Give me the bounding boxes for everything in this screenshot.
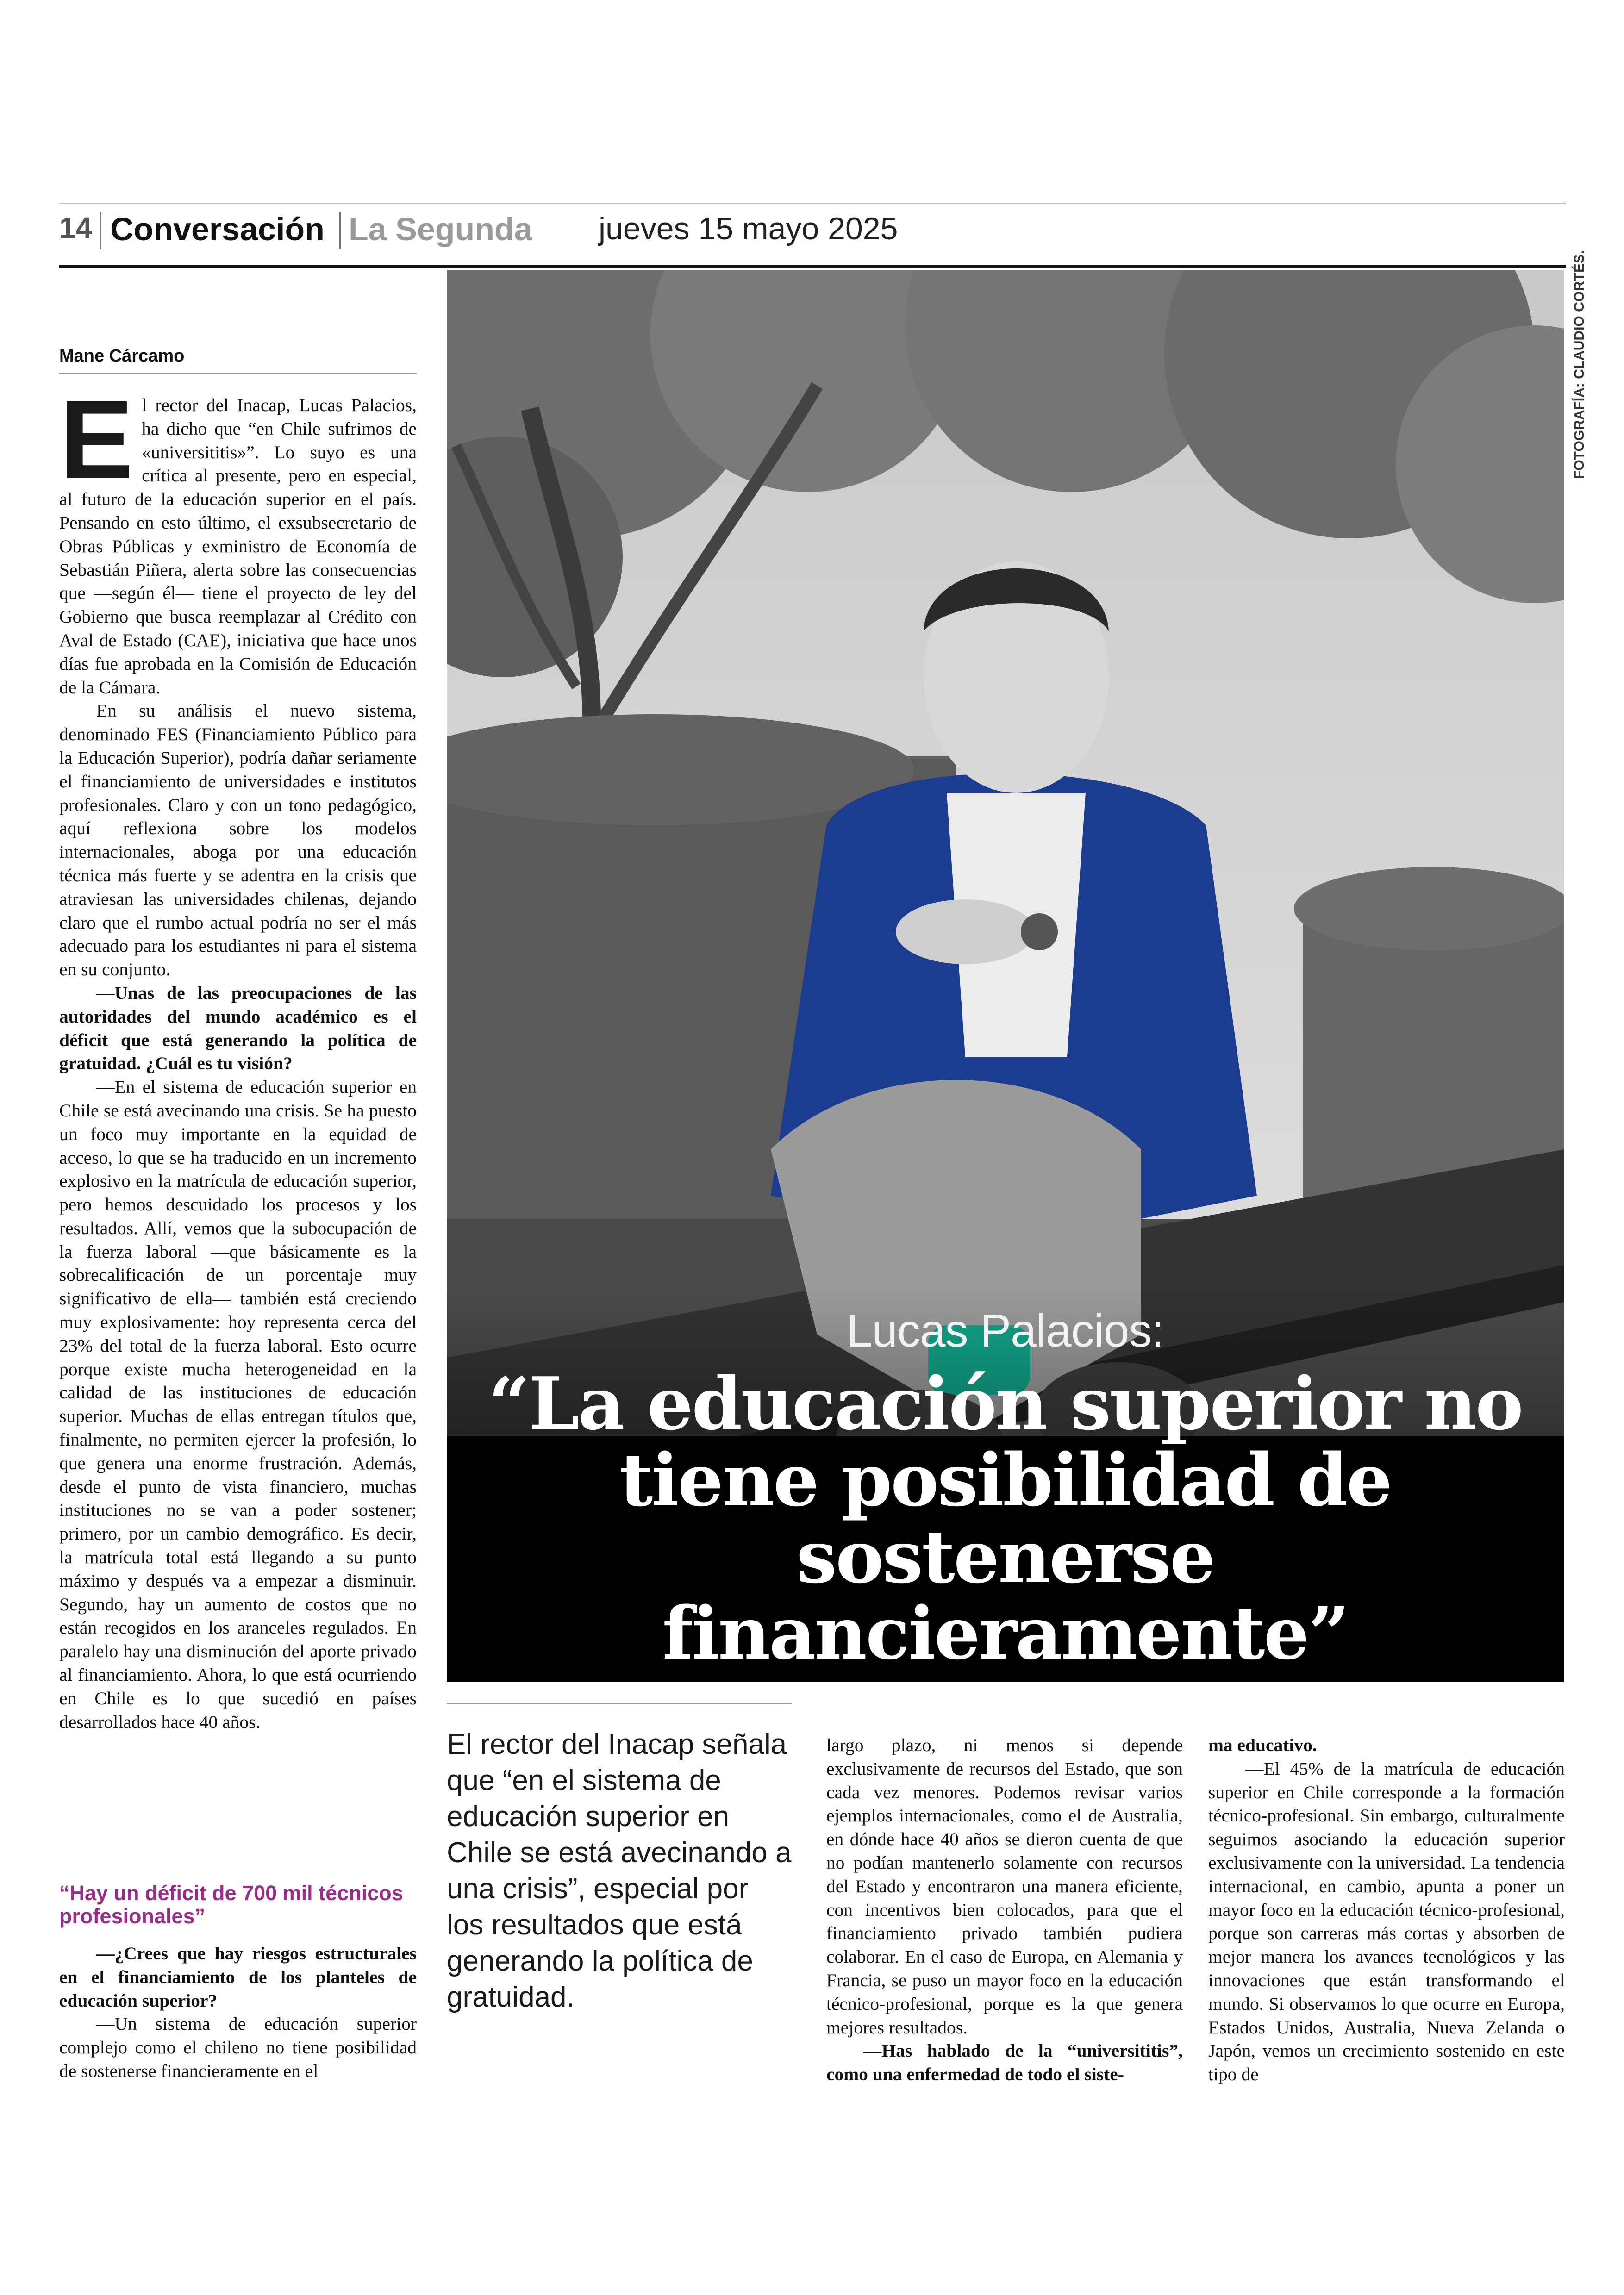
lede-text: El rector del Inacap señala que “en el sistema de educación superior en Chile se está avecinando a una crisis”, especial por los resultados que está generando la política de gratuidad. <box>447 1728 792 2013</box>
article-column-1-bottom <box>59 1942 417 2083</box>
interview-question-continued: ma educativo. <box>1208 1735 1317 1755</box>
interview-answer: —El 45% de la matrícula de educación superior en Chile corresponde a la formación técnico-profesional. Sin embargo, culturalmente seguimos asociando la educación superior exclusivamente con la universidad. La tendencia internacional, en cambio, apunta a poner un mayor foco en la educación técnico-profesional, porque son carreras más cortas y absorben de mejor manera los avances tecnológicos y las innovaciones que están transformando el mundo. Si observamos lo que ocurre en Europa, Estados Unidos, Australia, Nueva Zelanda o Japón, vemos un crecimiento sostenido en este tipo de <box>1208 1758 1565 2085</box>
publication-name: La Segunda <box>349 211 532 247</box>
headline-quote: “La educación superior no tiene posibilidad de sostenerse financieramente” <box>488 1361 1522 1676</box>
header-divider <box>100 212 101 249</box>
drop-cap: E <box>59 377 134 501</box>
paragraph: En su análisis el nuevo sistema, denominado FES (Financiamiento Público para la Educación Superior), podría dañar seriamente el financiamiento de universidades e institutos profesionales. Claro y con un tono pedagógico, aquí reflexiona sobre los modelos internacionales, aboga por una educación técnica más fuerte y se adentra en la crisis que atraviesan las universidades chilenas, dejando claro que el rumbo actual podría no ser el más adecuado para los estudiantes ni para el sistema en su conjunto. <box>59 700 417 980</box>
interview-question: —¿Crees que hay riesgos estructurales en el financiamiento de los planteles de educación superior? <box>59 1943 417 2011</box>
paragraph: El rector del Inacap, Lucas Palacios, ha dicho que “en Chile sufrimos de «universititis»”. Lo suyo es una crítica al presente, pero en especial, al futuro de la educación superior en el país. Pensando en esto último, el exsubsecretario de Obras Públicas y exministro de Economía de Sebastián Piñera, alerta sobre las consecuencias que —según él— tiene el proyecto de ley del Gobierno que busca reemplazar al Crédito con Aval de Estado (CAE), iniciativa que hace unos días fue aprobada en la Comisión de Educación de la Cámara. <box>59 377 417 698</box>
lede-rule <box>447 1703 792 1704</box>
article-column-4 <box>1208 1734 1565 2086</box>
interview-answer-continued: largo plazo, ni menos si depende exclusivamente de recursos del Estado, que son cada vez menores. Podemos revisar varios ejemplos internacionales, como el de Australia, en dónde hace 40 años se dieron cuenta de que no podían mantenerlo solamente con recursos del Estado y encontraron una manera eficiente, con incentivos bien colocados, para que el financiamiento privado también pudiera colaborar. En el caso de Europa, en Alemania y Francia, se puso un mayor foco en la educación técnico-profesional, porque es la que genera mejores resultados. <box>826 1735 1183 2038</box>
article-column-1 <box>59 377 417 1734</box>
photo-credit: FOTOGRAFÍA: CLAUDIO CORTÉS. <box>1572 250 1587 479</box>
header-rule-bottom <box>59 265 1566 268</box>
headline-block <box>447 1305 1564 1676</box>
interview-answer: —Un sistema de educación superior complejo como el chileno no tiene posibilidad de sostenerse financieramente en el <box>59 2014 417 2081</box>
interviewee-name: Lucas Palacios: <box>846 1305 1164 1357</box>
interview-question: —Unas de las preocupaciones de las autoridades del mundo académico es el déficit que está generando la política de gratuidad. ¿Cuál es tu visión? <box>59 982 417 1074</box>
section-name: Conversación <box>110 211 325 247</box>
header-rule-top <box>59 203 1566 204</box>
byline: Mane Cárcamo <box>59 346 185 366</box>
byline-rule <box>59 373 417 374</box>
header-divider <box>339 212 341 249</box>
interview-answer: —En el sistema de educación superior en Chile se está avecinando una crisis. Se ha puesto un foco muy importante en la equidad de acceso, lo que se ha traducido en un incremento explosivo en la matrícula de educación superior, pero hemos descuidado los procesos y los resultados. Allí, vemos que la subocupación de la fuerza laboral —que básicamente es la sobrecalificación de un porcentaje muy significativo de ella— también está creciendo muy explosivamente: hoy representa cerca del 23% del total de la fuerza laboral. Esto ocurre porque existe mucha heterogeneidad en la calidad de las instituciones de educación superior. Muchas de ellas entregan títulos que, finalmente, no permiten ejercer la profesión, lo que genera una enorme frustración. Además, desde el punto de vista financiero, muchas instituciones no se van a poder sostener; primero, por un cambio demográfico. Es decir, la matrícula total está llegando a su punto máximo y después va a empezar a disminuir. Segundo, hay un aumento de costos que no están recogidos en los aranceles regulados. En paralelo hay una disminución del aporte privado al financiamiento. Ahora, lo que está ocurriendo en Chile es lo que sucedió en países desarrollados hace 40 años. <box>59 1077 417 1732</box>
issue-date: jueves 15 mayo 2025 <box>599 211 898 246</box>
page-number: 14 <box>59 211 93 244</box>
article-column-3 <box>826 1734 1183 2086</box>
page-header <box>59 207 1566 263</box>
interview-question: —Has hablado de la “universititis”, como una enfermedad de todo el siste- <box>826 2040 1183 2085</box>
subheading: “Hay un déficit de 700 mil técnicos profesionales” <box>59 1881 403 1928</box>
